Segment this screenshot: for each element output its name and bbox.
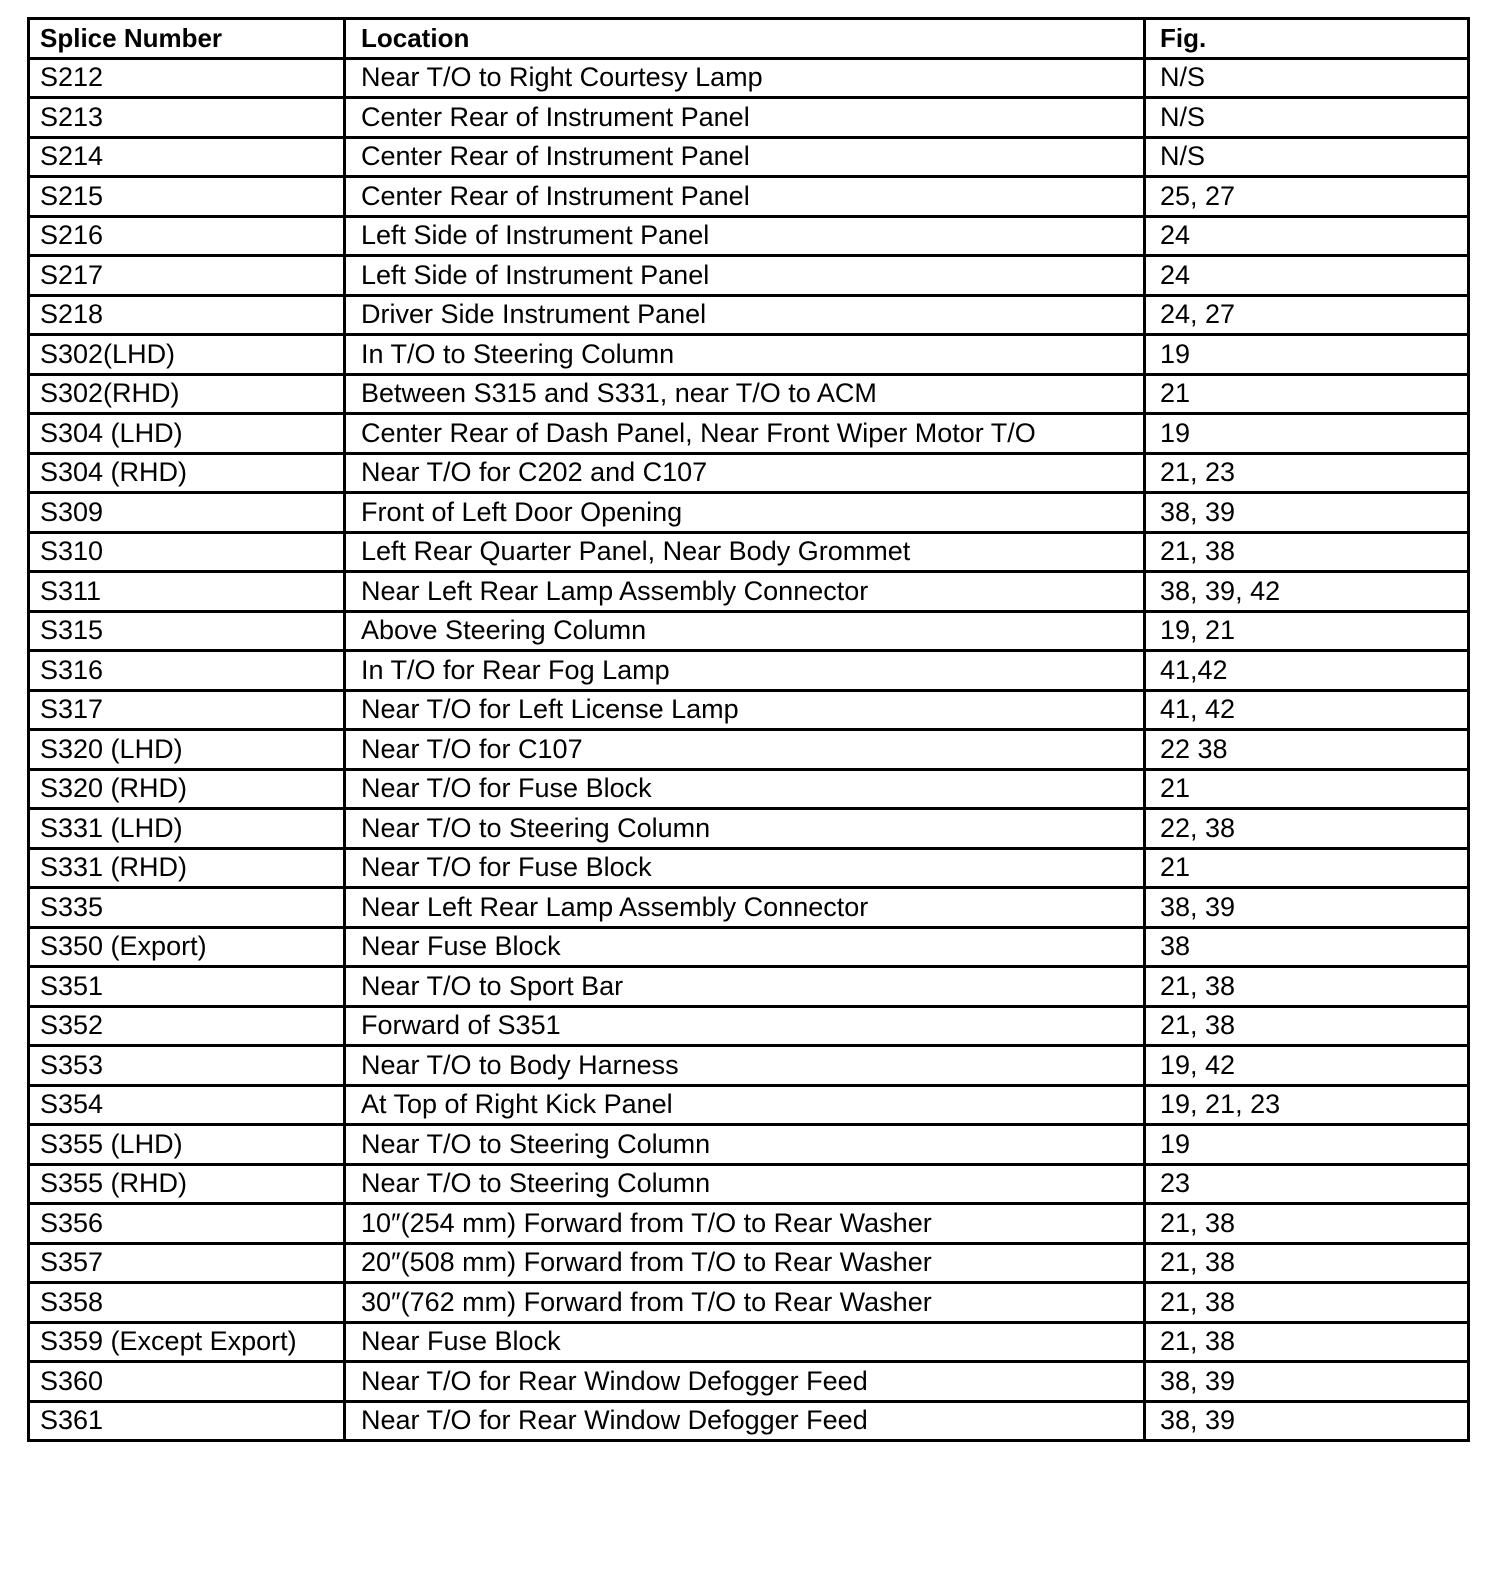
fig-cell: 22, 38 xyxy=(1145,809,1469,849)
fig-cell: 38, 39 xyxy=(1145,888,1469,928)
location-cell: Left Side of Instrument Panel xyxy=(345,256,1145,296)
fig-cell: 21, 38 xyxy=(1145,532,1469,572)
table-row xyxy=(29,927,1469,967)
table-row xyxy=(29,295,1469,335)
fig-cell: 19 xyxy=(1145,335,1469,375)
splice-number-cell: S315 xyxy=(29,611,345,651)
location-cell: 20″(508 mm) Forward from T/O to Rear Washer xyxy=(345,1243,1145,1283)
fig-cell: 19 xyxy=(1145,1125,1469,1165)
fig-cell: 21, 38 xyxy=(1145,1322,1469,1362)
table-row xyxy=(29,611,1469,651)
table-row xyxy=(29,58,1469,98)
table-row xyxy=(29,177,1469,217)
table-row xyxy=(29,572,1469,612)
splice-number-cell: S358 xyxy=(29,1283,345,1323)
splice-number-cell: S304 (RHD) xyxy=(29,453,345,493)
splice-number-cell: S353 xyxy=(29,1046,345,1086)
fig-cell: 21, 23 xyxy=(1145,453,1469,493)
table-row xyxy=(29,967,1469,1007)
location-cell: Near Left Rear Lamp Assembly Connector xyxy=(345,572,1145,612)
location-cell: Near T/O to Sport Bar xyxy=(345,967,1145,1007)
splice-number-cell: S351 xyxy=(29,967,345,1007)
splice-number-cell: S357 xyxy=(29,1243,345,1283)
fig-cell: 22 38 xyxy=(1145,730,1469,770)
splice-number-cell: S317 xyxy=(29,690,345,730)
table-row xyxy=(29,256,1469,296)
location-cell: In T/O to Steering Column xyxy=(345,335,1145,375)
fig-cell: N/S xyxy=(1145,98,1469,138)
location-cell: Center Rear of Instrument Panel xyxy=(345,98,1145,138)
location-cell: Between S315 and S331, near T/O to ACM xyxy=(345,374,1145,414)
table-row xyxy=(29,888,1469,928)
fig-cell: 23 xyxy=(1145,1164,1469,1204)
splice-number-cell: S311 xyxy=(29,572,345,612)
fig-cell: 38, 39 xyxy=(1145,1362,1469,1402)
splice-number-cell: S302(RHD) xyxy=(29,374,345,414)
splice-number-cell: S218 xyxy=(29,295,345,335)
splice-number-cell: S352 xyxy=(29,1006,345,1046)
fig-cell: 25, 27 xyxy=(1145,177,1469,217)
fig-cell: 21 xyxy=(1145,769,1469,809)
splice-number-cell: S355 (LHD) xyxy=(29,1125,345,1165)
splice-number-cell: S350 (Export) xyxy=(29,927,345,967)
splice-number-cell: S335 xyxy=(29,888,345,928)
location-cell: Near Left Rear Lamp Assembly Connector xyxy=(345,888,1145,928)
splice-number-cell: S213 xyxy=(29,98,345,138)
fig-cell: 21, 38 xyxy=(1145,1283,1469,1323)
fig-cell: N/S xyxy=(1145,137,1469,177)
fig-cell: 21, 38 xyxy=(1145,1204,1469,1244)
location-cell: Center Rear of Dash Panel, Near Front Wiper Motor T/O xyxy=(345,414,1145,454)
table-row xyxy=(29,848,1469,888)
table-row xyxy=(29,730,1469,770)
location-cell: Driver Side Instrument Panel xyxy=(345,295,1145,335)
location-cell: Center Rear of Instrument Panel xyxy=(345,137,1145,177)
fig-cell: 19, 42 xyxy=(1145,1046,1469,1086)
table-row xyxy=(29,809,1469,849)
location-cell: Left Rear Quarter Panel, Near Body Grommet xyxy=(345,532,1145,572)
fig-cell: 38 xyxy=(1145,927,1469,967)
location-cell: Near T/O for Fuse Block xyxy=(345,769,1145,809)
location-cell: Forward of S351 xyxy=(345,1006,1145,1046)
location-cell: Near Fuse Block xyxy=(345,927,1145,967)
location-cell: 30″(762 mm) Forward from T/O to Rear Washer xyxy=(345,1283,1145,1323)
splice-number-cell: S361 xyxy=(29,1401,345,1441)
table-row xyxy=(29,216,1469,256)
fig-cell: 19 xyxy=(1145,414,1469,454)
table-row xyxy=(29,769,1469,809)
location-cell: In T/O for Rear Fog Lamp xyxy=(345,651,1145,691)
fig-cell: 24 xyxy=(1145,216,1469,256)
splice-number-cell: S360 xyxy=(29,1362,345,1402)
splice-number-cell: S217 xyxy=(29,256,345,296)
fig-cell: 38, 39 xyxy=(1145,1401,1469,1441)
table-row xyxy=(29,1006,1469,1046)
location-cell: At Top of Right Kick Panel xyxy=(345,1085,1145,1125)
table-row xyxy=(29,453,1469,493)
header-row xyxy=(29,19,1469,59)
table-row xyxy=(29,1243,1469,1283)
header-location: Location xyxy=(345,19,1145,59)
location-cell: Near T/O for C107 xyxy=(345,730,1145,770)
splice-number-cell: S320 (LHD) xyxy=(29,730,345,770)
location-cell: Near T/O to Steering Column xyxy=(345,1164,1145,1204)
table-row xyxy=(29,1085,1469,1125)
location-cell: Left Side of Instrument Panel xyxy=(345,216,1145,256)
table-row xyxy=(29,1204,1469,1244)
header-fig: Fig. xyxy=(1145,19,1469,59)
location-cell: Front of Left Door Opening xyxy=(345,493,1145,533)
location-cell: 10″(254 mm) Forward from T/O to Rear Washer xyxy=(345,1204,1145,1244)
fig-cell: 21 xyxy=(1145,374,1469,414)
table-row xyxy=(29,374,1469,414)
fig-cell: N/S xyxy=(1145,58,1469,98)
splice-number-cell: S215 xyxy=(29,177,345,217)
splice-number-cell: S331 (RHD) xyxy=(29,848,345,888)
splice-number-cell: S302(LHD) xyxy=(29,335,345,375)
location-cell: Near T/O to Steering Column xyxy=(345,809,1145,849)
location-cell: Near Fuse Block xyxy=(345,1322,1145,1362)
table-row xyxy=(29,1401,1469,1441)
fig-cell: 24, 27 xyxy=(1145,295,1469,335)
splice-number-cell: S320 (RHD) xyxy=(29,769,345,809)
splice-number-cell: S354 xyxy=(29,1085,345,1125)
fig-cell: 19, 21 xyxy=(1145,611,1469,651)
splice-number-cell: S331 (LHD) xyxy=(29,809,345,849)
fig-cell: 38, 39, 42 xyxy=(1145,572,1469,612)
table-row xyxy=(29,1125,1469,1165)
splice-number-cell: S212 xyxy=(29,58,345,98)
table-row xyxy=(29,1362,1469,1402)
fig-cell: 38, 39 xyxy=(1145,493,1469,533)
fig-cell: 21, 38 xyxy=(1145,967,1469,1007)
fig-cell: 21, 38 xyxy=(1145,1006,1469,1046)
location-cell: Center Rear of Instrument Panel xyxy=(345,177,1145,217)
location-cell: Near T/O to Right Courtesy Lamp xyxy=(345,58,1145,98)
table-row xyxy=(29,1283,1469,1323)
splice-number-cell: S216 xyxy=(29,216,345,256)
location-cell: Near T/O to Steering Column xyxy=(345,1125,1145,1165)
location-cell: Near T/O for Fuse Block xyxy=(345,848,1145,888)
table-body xyxy=(29,58,1469,1441)
table-header xyxy=(29,19,1469,59)
splice-number-cell: S356 xyxy=(29,1204,345,1244)
location-cell: Near T/O to Body Harness xyxy=(345,1046,1145,1086)
splice-number-cell: S310 xyxy=(29,532,345,572)
location-cell: Near T/O for C202 and C107 xyxy=(345,453,1145,493)
fig-cell: 41, 42 xyxy=(1145,690,1469,730)
splice-number-cell: S309 xyxy=(29,493,345,533)
header-splice-number: Splice Number xyxy=(29,19,345,59)
splice-number-cell: S304 (LHD) xyxy=(29,414,345,454)
fig-cell: 21, 38 xyxy=(1145,1243,1469,1283)
table-row xyxy=(29,532,1469,572)
table-row xyxy=(29,493,1469,533)
table-row xyxy=(29,137,1469,177)
location-cell: Above Steering Column xyxy=(345,611,1145,651)
fig-cell: 24 xyxy=(1145,256,1469,296)
splice-number-cell: S359 (Except Export) xyxy=(29,1322,345,1362)
fig-cell: 19, 21, 23 xyxy=(1145,1085,1469,1125)
splice-number-cell: S316 xyxy=(29,651,345,691)
splice-location-table xyxy=(27,17,1470,1442)
splice-number-cell: S355 (RHD) xyxy=(29,1164,345,1204)
location-cell: Near T/O for Rear Window Defogger Feed xyxy=(345,1362,1145,1402)
fig-cell: 21 xyxy=(1145,848,1469,888)
table-row xyxy=(29,1046,1469,1086)
splice-number-cell: S214 xyxy=(29,137,345,177)
table-row xyxy=(29,98,1469,138)
fig-cell: 41,42 xyxy=(1145,651,1469,691)
table-row xyxy=(29,414,1469,454)
location-cell: Near T/O for Left License Lamp xyxy=(345,690,1145,730)
table-row xyxy=(29,651,1469,691)
table-row xyxy=(29,1164,1469,1204)
table-row xyxy=(29,690,1469,730)
location-cell: Near T/O for Rear Window Defogger Feed xyxy=(345,1401,1145,1441)
table-row xyxy=(29,335,1469,375)
table-row xyxy=(29,1322,1469,1362)
